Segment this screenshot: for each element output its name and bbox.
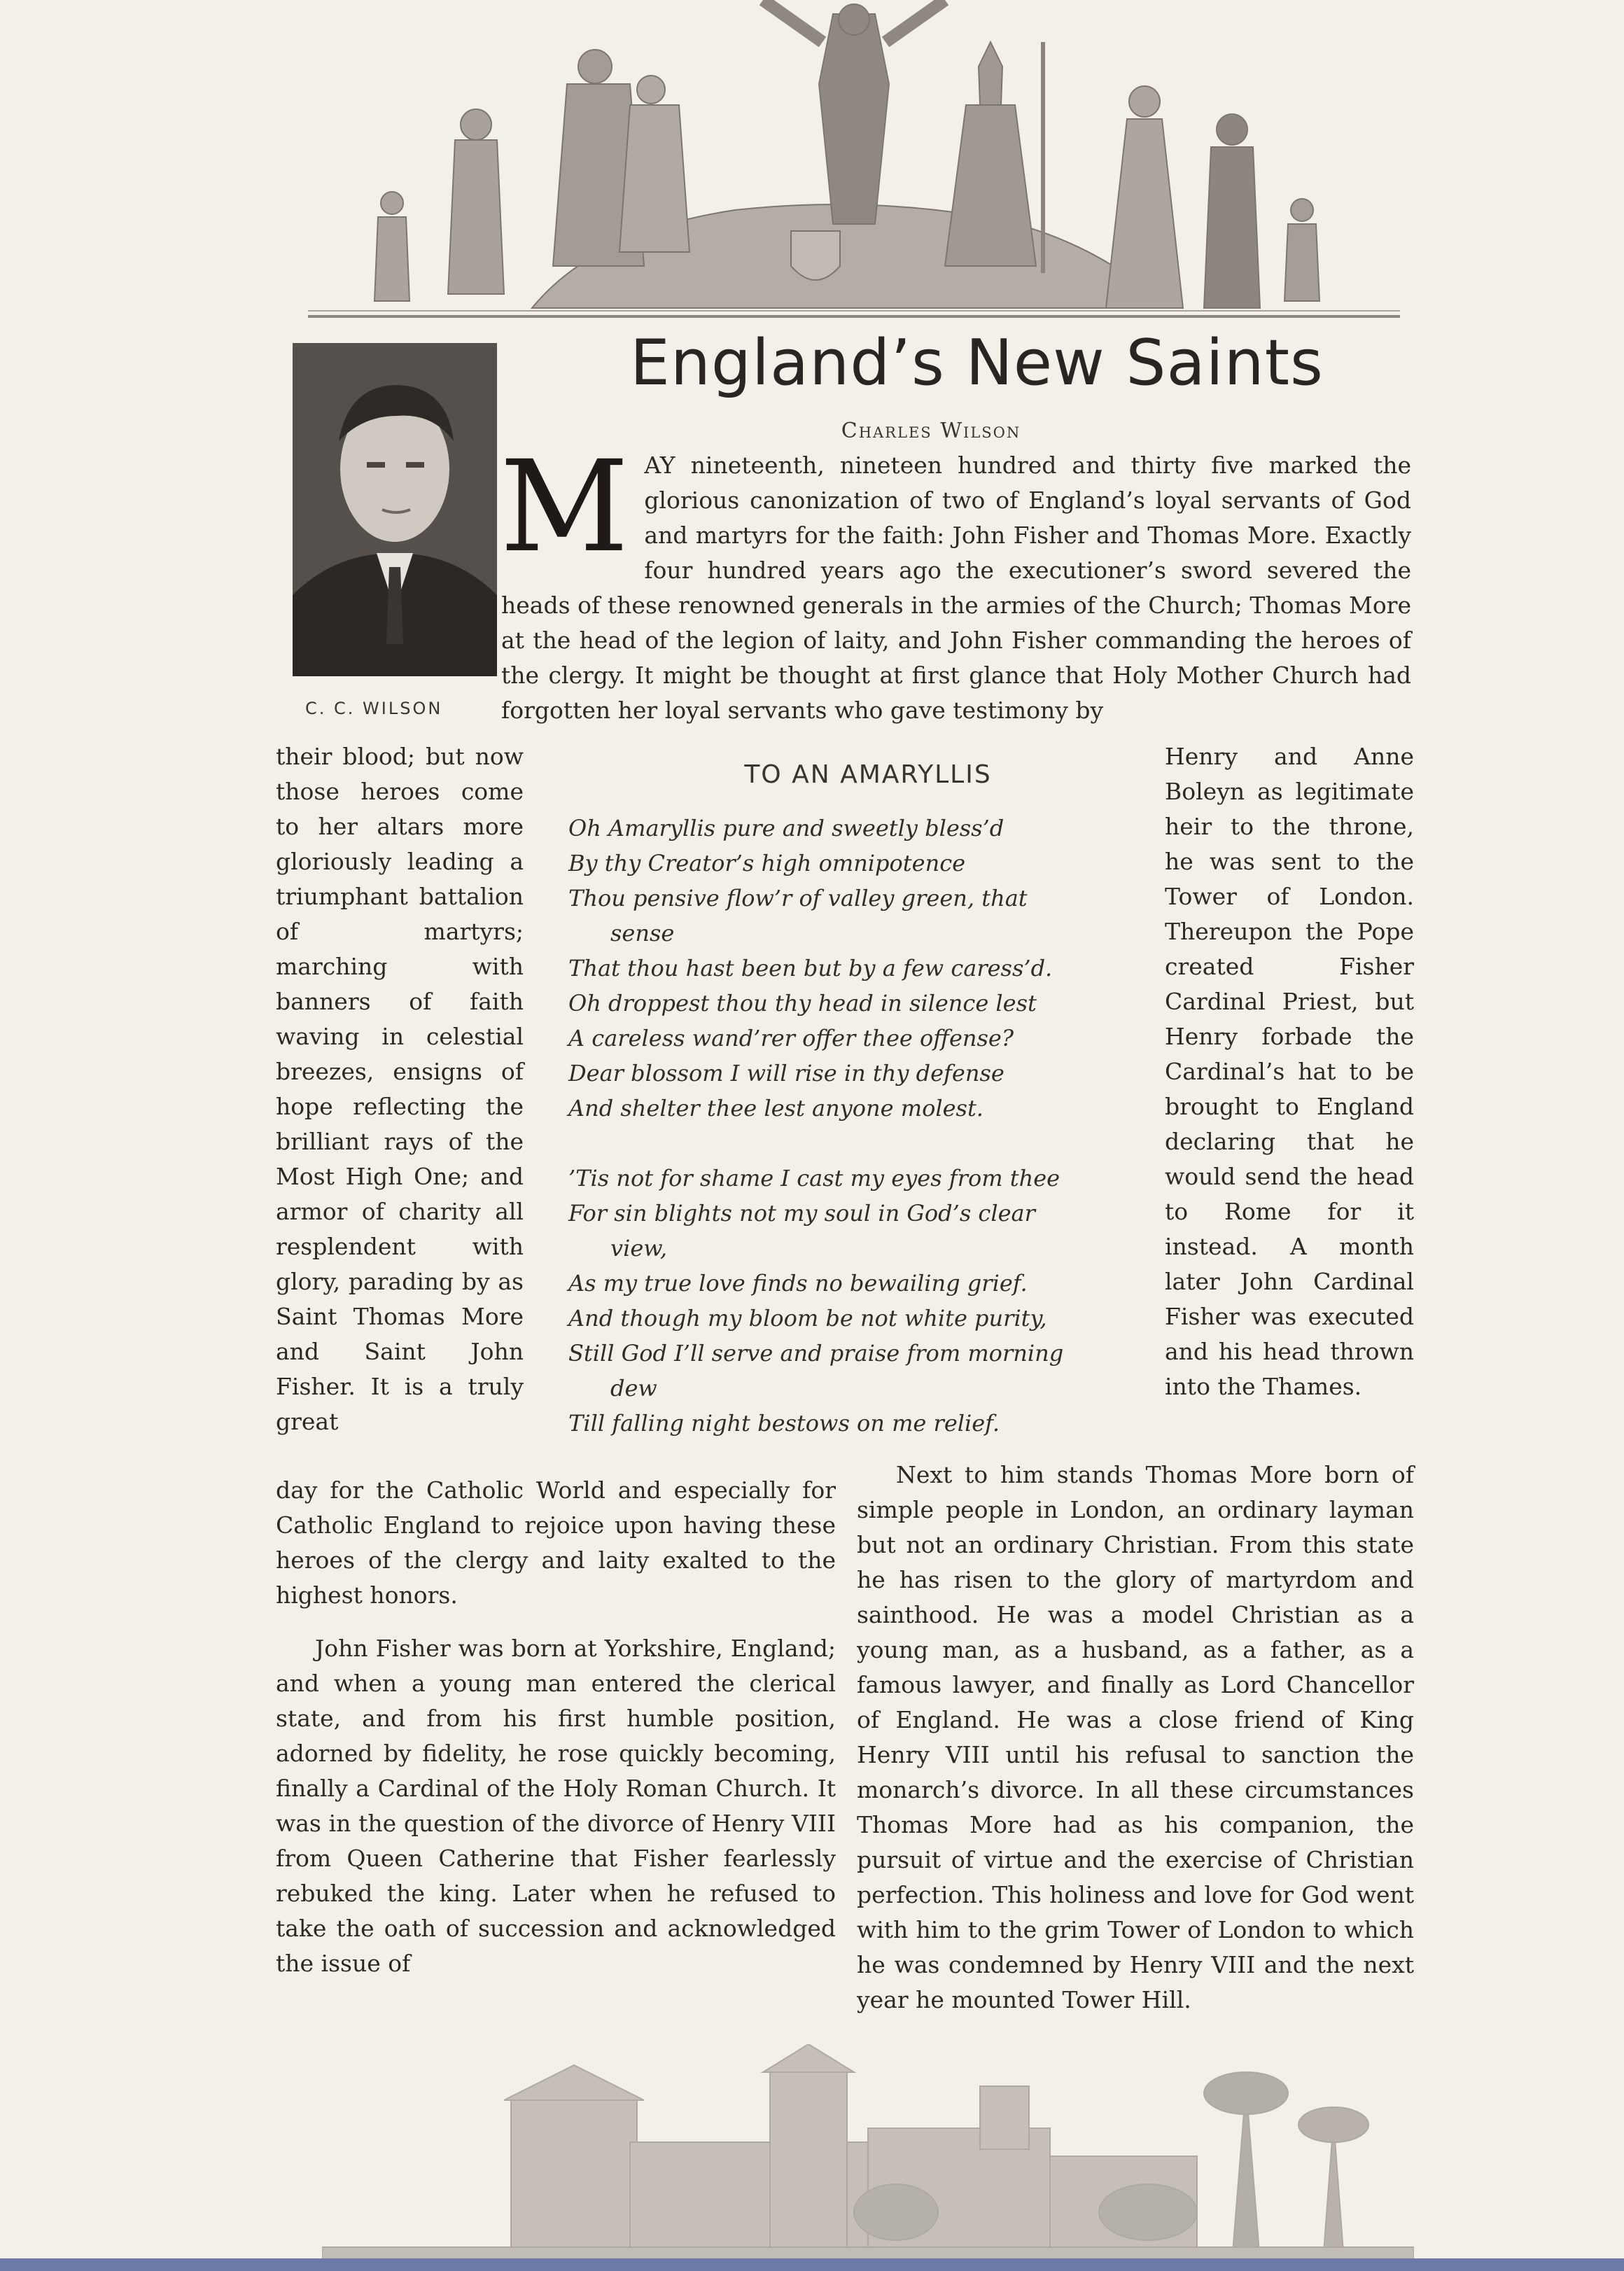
poem-line: sense [610,920,675,946]
drop-cap: M [500,434,629,580]
stanza-break [568,1126,1135,1161]
poem-line: dew [610,1375,657,1402]
poem-line: For sin blights not my soul in God’s clear [568,1200,1035,1227]
paragraph: John Fisher was born at Yorkshire, England; and when a young man entered the clerical state, and from his first humble position, adorned by fidelity, he rose quickly becoming, finally a Cardinal of the Holy Roman Church. It was in the question of the divorce of Henry VIII from Queen Catherine that Fisher fearlessly rebuked the king. Later when he refused to take the oath of succession and acknowledged the issue of [276,1635,836,1977]
poem-line: ’Tis not for shame I cast my eyes from thee [568,1165,1060,1192]
portrait-caption: C. C. WILSON [305,699,443,718]
poem-line: Oh droppest thou thy head in silence lest [568,990,1037,1016]
left-column [276,739,524,1439]
poem-line: By thy Creator’s high omnipotence [568,850,966,876]
poem [568,811,1135,1441]
poem-line: Still God I’ll serve and praise from morning [568,1340,1064,1367]
author-portrait [293,343,497,676]
poem-line: And shelter thee lest anyone molest. [568,1095,983,1121]
left-column-text: their blood; but now those heroes come to her altars more gloriously leading a triumphant battalion of martyrs; marching with banners of faith waving in celestial breezes, ensigns of hope reflecting the brilliant rays of the Most High One; and armor of charity all resplendent with glory, parading by as Saint Thomas More and Saint John Fisher. It is a truly great [276,743,524,1435]
intro-paragraph [500,434,1411,742]
saints-illustration [301,0,1407,323]
page-edge [0,2258,1624,2271]
bottom-left-column [276,1473,836,1981]
poem-line: Dear blossom I will rise in thy defense [568,1060,1004,1086]
poem-line: That thou hast been but by a few caress’d. [568,955,1053,981]
poem-line: Oh Amaryllis pure and sweetly bless’d [568,815,1004,841]
right-column [1165,739,1414,1404]
campus-illustration [322,2044,1414,2261]
poem-line: view, [610,1235,668,1262]
poem-line: Till falling night bestows on me relief. [568,1410,1000,1437]
right-column-text: Henry and Anne Boleyn as legitimate heir to the throne, he was sent to the Tower of London. Thereupon the Pope created Fisher Cardinal Priest, but Henry forbade the Cardinal’s hat to be brought to England declaring that he would send the head to Rome for it instead. A month later John Cardinal Fisher was executed and his head thrown into the Thames. [1165,743,1414,1400]
paragraph: day for the Catholic World and especially for Catholic England to rejoice upon having these heroes of the clergy and laity exalted to the highest honors. [276,1476,836,1609]
article-byline: Charles Wilson [841,419,1021,443]
poem-title: TO AN AMARYLLIS [744,760,992,789]
poem-line: And though my bloom be not white purity, [568,1305,1047,1332]
paragraph: Next to him stands Thomas More born of simple people in London, an ordinary layman but not an ordinary Christian. From this state he has risen to the glory of martyrdom and sainthood. He was a model Christian as a young man, as a husband, as a father, as a famous lawyer, and finally as Lord Chancellor of England. He was a close friend of King Henry VIII until his refusal to sanction the monarch’s divorce. In all these circumstances Thomas More had as his companion, the pursuit of virtue and the exercise of Christian perfection. This holiness and love for God went with him to the grim Tower of London to which he was condemned by Henry VIII and the next year he mounted Tower Hill. [857,1461,1414,2013]
intro-text: AY nineteenth, nineteen hundred and thirty five marked the glorious canonization of two of England’s loyal servants of God and martyrs for the faith: John Fisher and Thomas More. Exactly four hundred years ago the executioner’s sword severed the heads of these renowned generals in the armies of the Church; Thomas More at the head of the legion of laity, and John Fisher commanding the heroes of the clergy. It might be thought at first glance that Holy Mother Church had forgotten her loyal servants who gave testimony by [501,452,1411,724]
bottom-right-column [857,1458,1414,2018]
poem-line: A careless wand’rer offer thee offense? [568,1025,1014,1051]
poem-line: Thou pensive flow’r of valley green, that [568,885,1028,911]
poem-line: As my true love finds no bewailing grief. [568,1270,1028,1297]
article-title: England’s New Saints [630,326,1324,400]
